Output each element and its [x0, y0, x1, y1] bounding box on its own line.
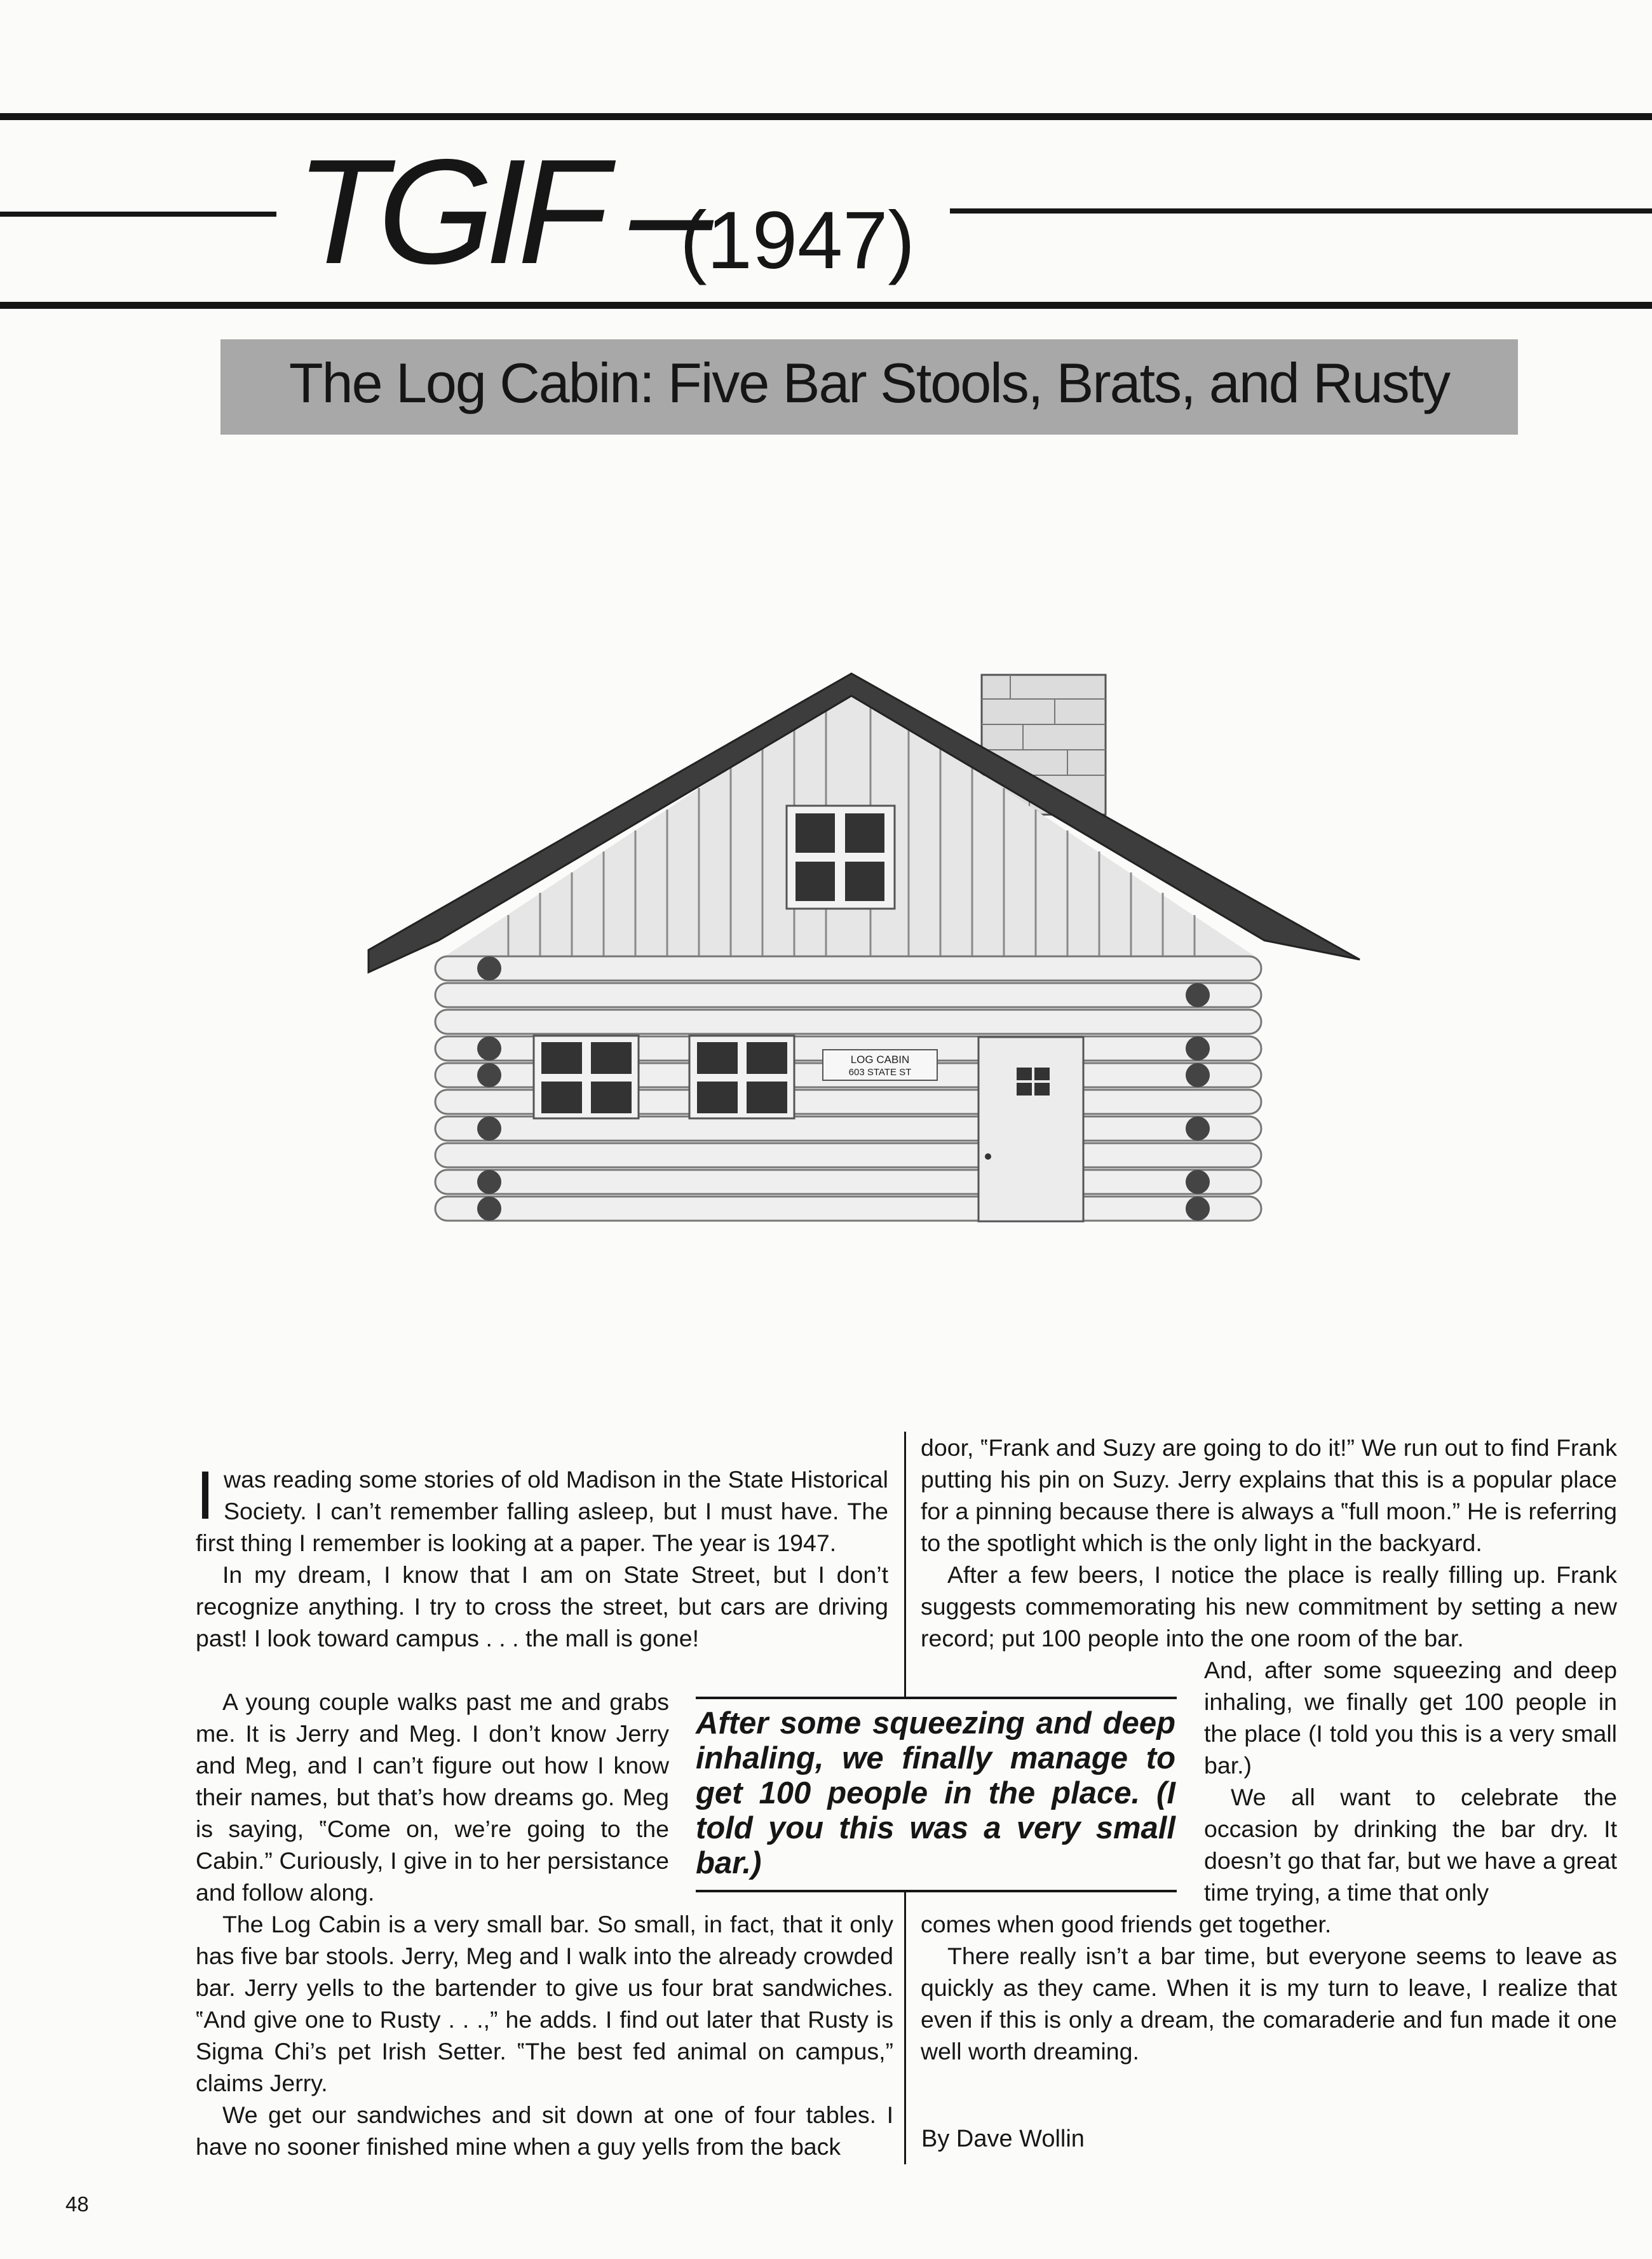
paragraph-6-continued: And, after some squeezing and deep inhaling, we finally get 100 people in the place (I told you this is a very small bar.): [1204, 1657, 1617, 1779]
cabin-sign-line1: LOG CABIN: [850, 1054, 910, 1066]
title-rule-right: [950, 208, 1652, 214]
paragraph-2: In my dream, I know that I am on State Street, but I don’t recognize anything. I try to cross the street, but cars are driving past! I look toward campus . . . the mall is gone!: [196, 1561, 888, 1652]
cabin-sign-line2: 603 STATE ST: [848, 1067, 912, 1078]
paragraph-7: We all want to celebrate the occasion by drinking the bar dry. It doesn’t go that far, but we have a great time trying, a time that only: [1204, 1784, 1617, 1906]
paragraph-4: The Log Cabin is a very small bar. So small, in fact, that it only has five bar stools. Jerry, Meg and I walk into the already crowded bar. Jerry yells to the bartender to give us four brat sandwiches. ‟And give one to Rusty . . .,” he adds. I find out later that Rusty is Sigma Chi’s pet Irish Setter. ‟The best fed animal on campus,” claims Jerry.: [196, 1911, 893, 2096]
title-year: (1947): [680, 195, 915, 286]
article-column-left-bottom: [196, 1908, 893, 2162]
subtitle: The Log Cabin: Five Bar Stools, Brats, and Rusty: [288, 351, 1450, 414]
article-column-left-top: [196, 1456, 888, 1654]
paragraph-3: A young couple walks past me and grabs me. It is Jerry and Meg. I don’t know Jerry and Meg, and I can’t figure out how I know their names, but that’s how dreams go. Meg is saying, ‟Come on, we’re going to the Cabin.” Curiously, I give in to her persistance and follow along.: [196, 1688, 669, 1906]
article-column-left-middle: [196, 1686, 669, 1908]
paragraph-6: After a few beers, I notice the place is really filling up. Frank suggests commemorating his new commitment by setting a new record; put 100 people into the one room of the bar.: [921, 1561, 1617, 1652]
bottom-header-rule: [0, 302, 1652, 309]
drop-cap: I: [196, 1456, 215, 1533]
article-column-right-middle: [1204, 1654, 1617, 1908]
subtitle-banner: [220, 339, 1518, 435]
article-column-right-bottom: [921, 1908, 1617, 2067]
paragraph-5: We get our sandwiches and sit down at one of four tables. I have no sooner finished mine when a guy yells from the back: [196, 2101, 893, 2160]
top-rule: [0, 113, 1652, 120]
column-divider-top: [904, 1432, 906, 1697]
title-rule-left: [0, 212, 276, 217]
paragraph-5-continued: door, ‟Frank and Suzy are going to do it!” We run out to find Frank putting his pin on Suzy. Jerry explains that this is a popular place for a pinning because there is always a ‟full moon.” He is referring to the spotlight which is the only light in the backyard.: [921, 1434, 1617, 1556]
log-cabin-illustration: [362, 661, 1379, 1284]
pull-quote-rule-bottom: [696, 1890, 1177, 1892]
paragraph-1: was reading some stories of old Madison in the State Historical Society. I can’t remember falling asleep, but I must have. The first thing I remember is looking at a paper. The year is 1947.: [196, 1466, 888, 1556]
pull-quote-rule-top: [696, 1697, 1177, 1699]
byline: By Dave Wollin: [921, 2126, 1085, 2152]
article-column-right-top: [921, 1432, 1617, 1654]
column-divider-bottom: [904, 1892, 906, 2164]
page-number: 48: [65, 2192, 89, 2216]
pull-quote: After some squeezing and deep inhaling, we finally manage to get 100 people in the place. (I told you this was a very small bar.): [696, 1706, 1175, 1880]
paragraph-7-continued: comes when good friends get together.: [921, 1911, 1332, 1937]
paragraph-8: There really isn’t a bar time, but everyone seems to leave as quickly as they came. When it is my turn to leave, I realize that even if this is only a dream, the comaraderie and fun made it one well worth dreaming.: [921, 1943, 1617, 2065]
page-title: TGIF –: [295, 128, 704, 295]
